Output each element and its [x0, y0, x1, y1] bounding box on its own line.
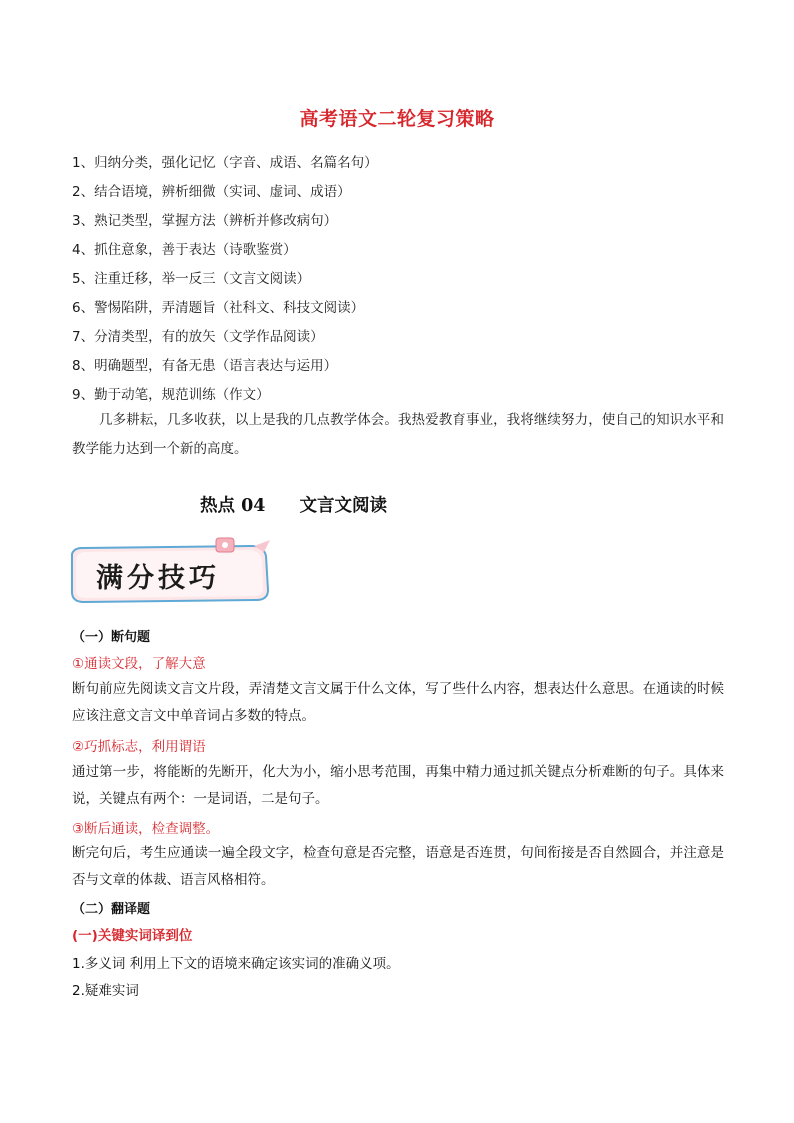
section2-subheading: (一)关键实词译到位	[72, 928, 193, 944]
list-item: 2、结合语境，辨析细微（实词、虚词、成语）	[72, 184, 351, 200]
page-title: 高考语文二轮复习策略	[299, 108, 495, 130]
list-item: 9、勤于动笔，规范训练（作文）	[72, 387, 270, 403]
list-item: 1、归纳分类，强化记忆（字音、成语、名篇名句）	[72, 155, 378, 171]
hot-topic-number: 热点 04	[200, 496, 266, 516]
section2-heading: （二）翻译题	[72, 902, 151, 917]
closing-paragraph: 几多耕耘，几多收获，以上是我的几点教学体会。我热爱教育事业，我将继续努力，使自己的知识水平和教学能力达到一个新的高度。	[72, 412, 724, 457]
badge-title: 满分技巧	[96, 563, 220, 594]
step3-text: 断完句后，考生应通读一遍全段文字，检查句意是否完整，语意是否连贯，句间衔接是否自然圆合，并注意是否与文章的体裁、语言风格相符。	[72, 845, 724, 888]
list-item: 1.多义词 利用上下文的语境来确定该实词的准确义项。	[72, 956, 400, 972]
step3-title: ③断后通读，检查调整。	[72, 821, 220, 837]
list-item: 5、注重迁移，举一反三（文言文阅读）	[72, 271, 311, 287]
list-item: 6、警惕陷阱，弄清题旨（社科文、科技文阅读）	[72, 300, 365, 316]
list-item: 2.疑难实词	[72, 983, 139, 999]
step1-text: 断句前应先阅读文言文片段，弄清楚文言文属于什么文体，写了些什么内容，想表达什么意思。在通读的时候应该注意文言文中单音词占多数的特点。	[72, 681, 724, 724]
hot-topic-heading	[200, 492, 387, 517]
list-item: 7、分清类型，有的放矢（文学作品阅读）	[72, 329, 324, 345]
section1-heading: （一）断句题	[72, 630, 151, 645]
step2-text: 通过第一步，将能断的先断开，化大为小，缩小思考范围，再集中精力通过抓关键点分析难断的句子。具体来说，关键点有两个：一是词语，二是句子。	[72, 764, 724, 807]
list-item: 3、熟记类型，掌握方法（辨析并修改病句）	[72, 213, 338, 229]
strategy-list	[72, 149, 732, 410]
step2-title: ②巧抓标志，利用谓语	[72, 739, 206, 755]
list-item: 4、抓住意象，善于表达（诗歌鉴赏）	[72, 242, 297, 258]
step1-title: ①通读文段，了解大意	[72, 656, 206, 672]
list-item: 8、明确题型，有备无患（语言表达与运用）	[72, 358, 338, 374]
hot-topic-name: 文言文阅读	[299, 496, 387, 516]
